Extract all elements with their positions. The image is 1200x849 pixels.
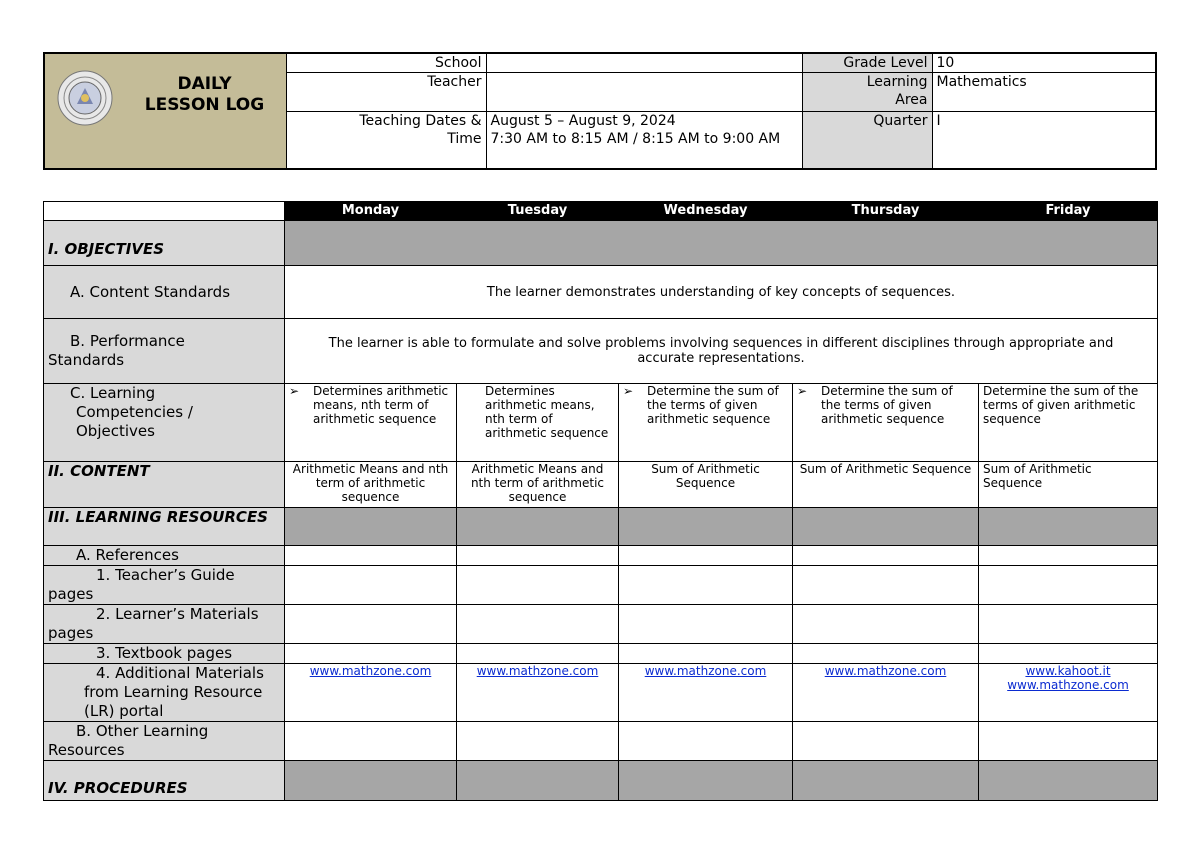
content-standards-label: A. Content Standards xyxy=(44,266,285,319)
mathzone-link[interactable]: www.mathzone.com xyxy=(824,664,947,678)
cell xyxy=(979,546,1158,566)
cell xyxy=(979,644,1158,664)
teacher-value xyxy=(486,73,802,112)
cell xyxy=(979,722,1158,761)
cell xyxy=(285,722,457,761)
quarter-value: I xyxy=(932,112,1156,169)
resources-band-tuesday xyxy=(457,508,619,546)
content-tuesday: Arithmetic Means and nth term of arithmetic sequence xyxy=(457,462,619,508)
day-header-tuesday: Tuesday xyxy=(457,202,619,221)
quarter-label: Quarter xyxy=(802,112,932,169)
competencies-label: C. Learning Competencies / Objectives xyxy=(44,384,285,462)
teacher-label: Teacher xyxy=(286,73,486,112)
cell xyxy=(619,546,793,566)
kahoot-link[interactable]: www.kahoot.it xyxy=(1025,664,1111,678)
procedures-band-wednesday xyxy=(619,761,793,801)
performance-standards-label: B. Performance Standards xyxy=(44,319,285,384)
school-value xyxy=(486,53,802,73)
learning-area-value: Mathematics xyxy=(932,73,1156,112)
teaching-dates-value: August 5 – August 9, 2024 7:30 AM to 8:15 AM / 8:15 AM to 9:00 AM xyxy=(486,112,802,169)
cell xyxy=(457,605,619,644)
competency-monday: ➢ Determines arithmetic means, nth term of arithmetic sequence xyxy=(285,384,457,462)
mathzone-link[interactable]: www.mathzone.com xyxy=(309,664,432,678)
cell xyxy=(793,605,979,644)
cell xyxy=(619,722,793,761)
day-header-wednesday: Wednesday xyxy=(619,202,793,221)
mathzone-link[interactable]: www.mathzone.com xyxy=(644,664,767,678)
cell xyxy=(457,546,619,566)
lesson-log-title: DAILY LESSON LOG xyxy=(144,74,265,115)
competency-tuesday: Determines arithmetic means, nth term of arithmetic sequence xyxy=(457,384,619,462)
references-label: A. References xyxy=(44,546,285,566)
teachers-guide-label: 1. Teacher’s Guide pages xyxy=(44,566,285,605)
cell xyxy=(619,566,793,605)
cell xyxy=(457,644,619,664)
content-monday: Arithmetic Means and nth term of arithmetic sequence xyxy=(285,462,457,508)
performance-standards-text: The learner is able to formulate and solve problems involving sequences in different disciplines through appropriate and accurate representations. xyxy=(285,319,1158,384)
cell xyxy=(793,546,979,566)
resources-band-thursday xyxy=(793,508,979,546)
day-header-friday: Friday xyxy=(979,202,1158,221)
lesson-log-table xyxy=(43,201,1158,801)
mathzone-link[interactable]: www.mathzone.com xyxy=(476,664,599,678)
additional-materials-monday xyxy=(285,664,457,722)
cell xyxy=(457,566,619,605)
cell xyxy=(793,722,979,761)
cell xyxy=(457,722,619,761)
content-wednesday: Sum of Arithmetic Sequence xyxy=(619,462,793,508)
learners-materials-label: 2. Learner’s Materials pages xyxy=(44,605,285,644)
learning-area-label: Learning Area xyxy=(802,73,932,112)
additional-materials-tuesday xyxy=(457,664,619,722)
title-block xyxy=(44,53,286,169)
procedures-band-tuesday xyxy=(457,761,619,801)
corner-cell xyxy=(44,202,285,221)
additional-materials-friday xyxy=(979,664,1158,722)
cell xyxy=(793,566,979,605)
cell xyxy=(619,644,793,664)
cell xyxy=(793,644,979,664)
procedures-heading: IV. PROCEDURES xyxy=(44,761,285,801)
procedures-band-monday xyxy=(285,761,457,801)
procedures-band-thursday xyxy=(793,761,979,801)
learning-resources-heading: III. LEARNING RESOURCES xyxy=(44,508,285,546)
cell xyxy=(619,605,793,644)
resources-band-monday xyxy=(285,508,457,546)
cell xyxy=(979,605,1158,644)
cell xyxy=(285,546,457,566)
cell xyxy=(285,605,457,644)
cell xyxy=(285,566,457,605)
teaching-dates-label: Teaching Dates & Time xyxy=(286,112,486,169)
competency-friday: Determine the sum of the terms of given arithmetic sequence xyxy=(979,384,1158,462)
content-thursday: Sum of Arithmetic Sequence xyxy=(793,462,979,508)
objectives-band xyxy=(285,221,1158,266)
lesson-log-header xyxy=(43,52,1157,170)
other-resources-label: B. Other Learning Resources xyxy=(44,722,285,761)
content-heading: II. CONTENT xyxy=(44,462,285,508)
content-friday: Sum of Arithmetic Sequence xyxy=(979,462,1158,508)
cell xyxy=(979,566,1158,605)
objectives-heading: I. OBJECTIVES xyxy=(44,221,285,266)
additional-materials-thursday xyxy=(793,664,979,722)
resources-band-wednesday xyxy=(619,508,793,546)
textbook-pages-label: 3. Textbook pages xyxy=(44,644,285,664)
cell xyxy=(285,644,457,664)
procedures-band-friday xyxy=(979,761,1158,801)
day-header-thursday: Thursday xyxy=(793,202,979,221)
additional-materials-label: 4. Additional Materials from Learning Resource (LR) portal xyxy=(44,664,285,722)
resources-band-friday xyxy=(979,508,1158,546)
competency-thursday: ➢ Determine the sum of the terms of given arithmetic sequence xyxy=(793,384,979,462)
competency-wednesday: ➢ Determine the sum of the terms of given arithmetic sequence xyxy=(619,384,793,462)
grade-level-value: 10 xyxy=(932,53,1156,73)
additional-materials-wednesday xyxy=(619,664,793,722)
day-header-monday: Monday xyxy=(285,202,457,221)
grade-level-label: Grade Level xyxy=(802,53,932,73)
deped-seal-icon xyxy=(57,70,113,126)
school-label: School xyxy=(286,53,486,73)
mathzone-link[interactable]: www.mathzone.com xyxy=(1007,678,1129,692)
content-standards-text: The learner demonstrates understanding of key concepts of sequences. xyxy=(285,266,1158,319)
